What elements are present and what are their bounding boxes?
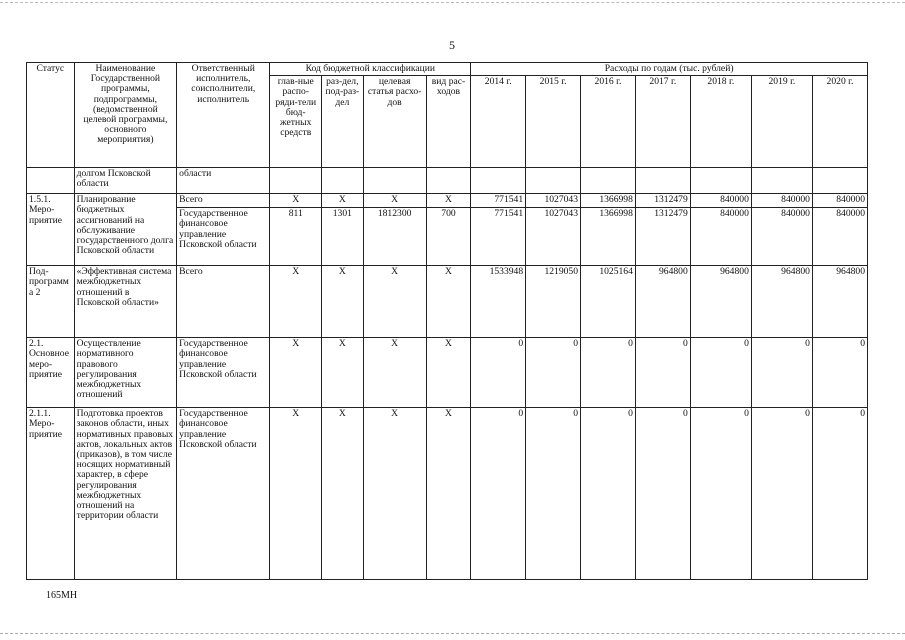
cell-value: 0 [690,338,751,408]
header-expenses: Расходы по годам (тыс. рублей) [471,63,868,76]
header-status: Статус [27,63,75,168]
cell-value: 1025164 [581,266,636,338]
cell-code [322,168,363,194]
cell-code: X [363,266,426,338]
cell-code [270,168,322,194]
cell-value: 0 [581,338,636,408]
cell-value: 1312479 [635,208,690,266]
cell-status: 1.5.1. Меро-приятие [27,194,75,266]
table-row [27,194,868,208]
cell-value: 1366998 [581,194,636,208]
cell-code: X [426,194,471,208]
cell-code: X [322,194,363,208]
cell-value: 0 [751,408,812,580]
cell-value: 0 [812,408,867,580]
cell-value: 0 [690,408,751,580]
cell-responsible: Государственное финансовое управление Псковской области [177,408,270,580]
cell-code: X [322,408,363,580]
cell-code: 1812300 [363,208,426,266]
cell-value: 1312479 [635,194,690,208]
cell-name: Планирование бюджетных ассигнований на обслуживание государственного долга Псковской области [74,194,177,266]
cell-responsible: Всего [177,266,270,338]
cell-value: 771541 [471,194,526,208]
cell-value: 0 [812,338,867,408]
cell-value: 840000 [751,194,812,208]
cell-value: 0 [635,408,690,580]
cell-value: 840000 [812,194,867,208]
cell-value: 840000 [751,208,812,266]
page-number: 5 [449,38,455,52]
header-code-section: раз-дел, под-раз-дел [322,76,363,168]
cell-name: долгом Псковской области [74,168,177,194]
cell-name: «Эффективная система межбюджетных отношений в Псковской области» [74,266,177,338]
cell-value [581,168,636,194]
header-year: 2017 г. [635,76,690,168]
header-year: 2018 г. [690,76,751,168]
cell-status [27,168,75,194]
cell-code: X [322,266,363,338]
cell-value: 840000 [690,208,751,266]
cell-value [471,168,526,194]
cell-value: 1027043 [526,208,581,266]
cell-code: X [363,338,426,408]
cell-value: 0 [471,338,526,408]
cell-value: 840000 [812,208,867,266]
cell-value: 0 [635,338,690,408]
cell-value: 0 [751,338,812,408]
table-row [27,338,868,408]
footer-code: 165МН [46,590,78,601]
budget-table [26,62,868,580]
cell-value: 964800 [690,266,751,338]
cell-value: 1219050 [526,266,581,338]
cell-code: X [363,194,426,208]
header-code-type: вид рас-ходов [426,76,471,168]
table-row [27,266,868,338]
cell-code: X [270,338,322,408]
cell-value [635,168,690,194]
cell-value [690,168,751,194]
cell-name: Подготовка проектов законов области, иных нормативных правовых актов, локальных актов (приказов), в том числе носящих нормативный характер, в сфере регулирования межбюджетных отношений на территории области [74,408,177,580]
cell-value: 840000 [690,194,751,208]
cell-value: 771541 [471,208,526,266]
cell-value [751,168,812,194]
cell-value [526,168,581,194]
header-year: 2016 г. [581,76,636,168]
table-row [27,408,868,580]
header-budget-code: Код бюджетной классификации [270,63,471,76]
cell-code: 1301 [322,208,363,266]
cell-code: X [426,266,471,338]
cell-responsible: области [177,168,270,194]
cell-value: 0 [581,408,636,580]
cell-value: 964800 [812,266,867,338]
cell-status: Под-программа 2 [27,266,75,338]
cell-value: 0 [526,408,581,580]
cell-status: 2.1. Основное меро-приятие [27,338,75,408]
header-code-target: целевая статья расхо-дов [363,76,426,168]
header-responsible: Ответственный исполнитель, соисполнители, исполнитель [177,63,270,168]
cell-value: 1533948 [471,266,526,338]
cell-status: 2.1.1. Меро-приятие [27,408,75,580]
cell-code: 700 [426,208,471,266]
cell-code: X [322,338,363,408]
cell-value: 964800 [635,266,690,338]
cell-value: 964800 [751,266,812,338]
cell-code: X [270,194,322,208]
cell-code: X [426,338,471,408]
scan-bottom-edge [0,633,905,634]
cell-code [363,168,426,194]
header-year: 2019 г. [751,76,812,168]
cell-code: X [426,408,471,580]
scan-top-edge [0,2,905,3]
cell-code: X [270,266,322,338]
cell-responsible: Всего [177,194,270,208]
cell-code [426,168,471,194]
cell-value: 0 [526,338,581,408]
cell-responsible: Государственное финансовое управление Псковской области [177,338,270,408]
cell-name: Осуществление нормативного правового регулирования межбюджетных отношений [74,338,177,408]
cell-code: X [363,408,426,580]
cell-value: 1027043 [526,194,581,208]
cell-code: 811 [270,208,322,266]
cell-value [812,168,867,194]
cell-value: 1366998 [581,208,636,266]
header-code-grbs: глав-ные распо-ряди-тели бюд-жетных средств [270,76,322,168]
header-year: 2014 г. [471,76,526,168]
cell-value: 0 [471,408,526,580]
cell-code: X [270,408,322,580]
table-row [27,168,868,194]
cell-responsible: Государственное финансовое управление Псковской области [177,208,270,266]
header-year: 2020 г. [812,76,867,168]
header-year: 2015 г. [526,76,581,168]
header-name: Наименование Государственной программы, подпрограммы, (ведомственной целевой программы, основного мероприятия) [74,63,177,168]
